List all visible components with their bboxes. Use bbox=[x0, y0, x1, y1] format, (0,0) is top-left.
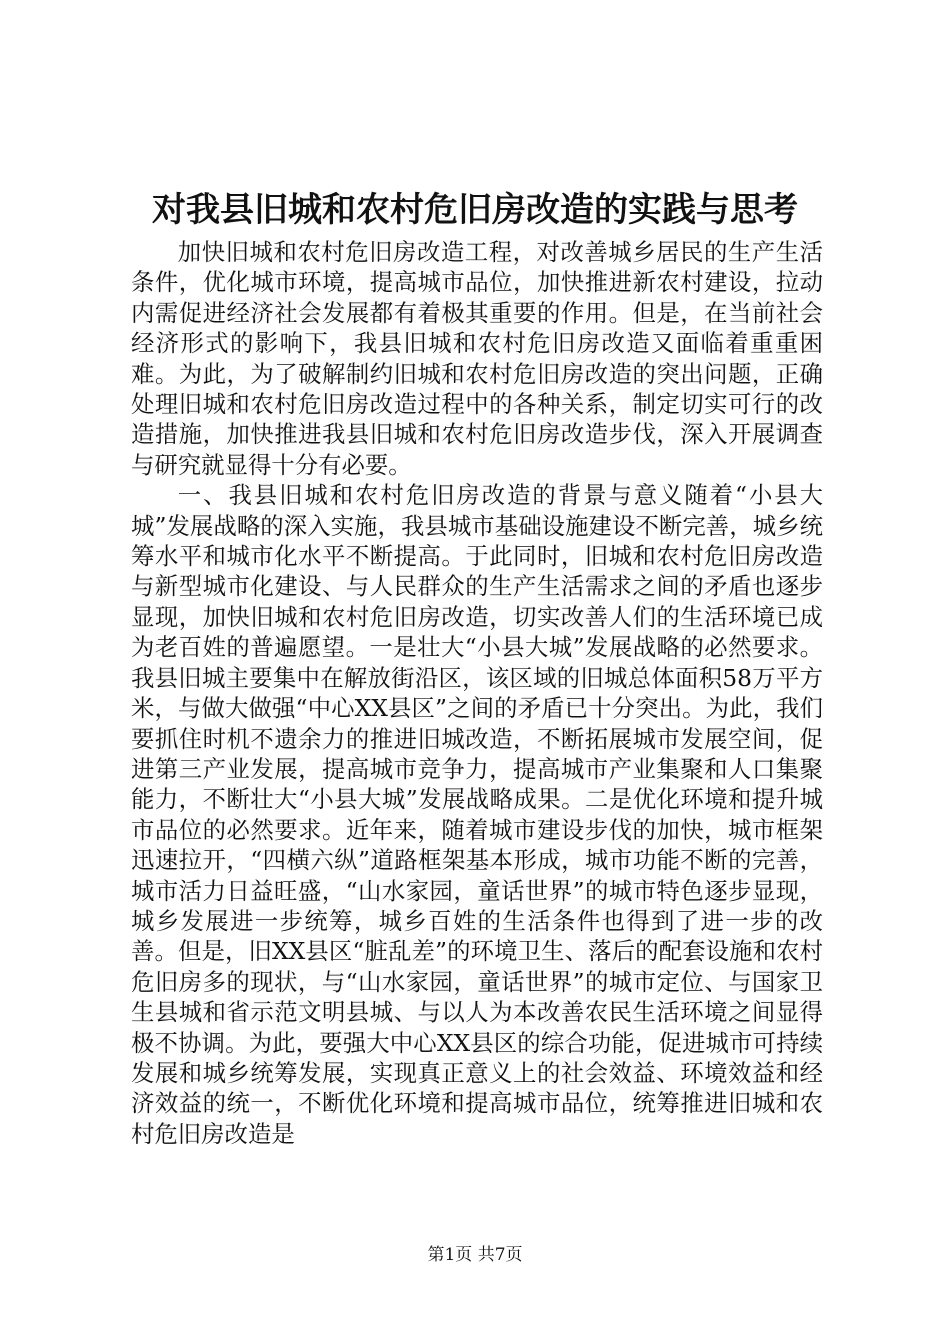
paragraph-intro: 加快旧城和农村危旧房改造工程，对改善城乡居民的生产生活条件，优化城市环境，提高城市品位，加快推进新农村建设，拉动内需促进经济社会发展都有着极其重要的作用。但是，在当前社会经济形式的影响下，我县旧城和农村危旧房改造又面临着重重困难。为此，为了破解制约旧城和农村危旧房改造的突出问题，正确处理旧城和农村危旧房改造过程中的各种关系，制定切实可行的改造措施，加快推进我县旧城和农村危旧房改造步伐，深入开展调查与研究就显得十分有必要。 bbox=[131, 238, 823, 479]
document-title: 对我县旧城和农村危旧房改造的实践与思考 bbox=[152, 190, 798, 230]
document-body bbox=[131, 237, 823, 1149]
paragraph-background: 一、我县旧城和农村危旧房改造的背景与意义随着“小县大城”发展战略的深入实施，我县城市基础设施建设不断完善，城乡统筹水平和城市化水平不断提高。于此同时，旧城和农村危旧房改造与新型城市化建设、与人民群众的生产生活需求之间的矛盾也逐步显现，加快旧城和农村危旧房改造，切实改善人们的生活环境已成为老百姓的普遍愿望。一是壮大“小县大城”发展战略的必然要求。我县旧城主要集中在解放街沿区，该区域的旧城总体面积58万平方米，与做大做强“中心XX县区”之间的矛盾已十分突出。为此，我们要抓住时机不遗余力的推进旧城改造，不断拓展城市发展空间，促进第三产业发展，提高城市竞争力，提高城市产业集聚和人口集聚能力，不断壮大“小县大城”发展战略成果。二是优化环境和提升城市品位的必然要求。近年来，随着城市建设步伐的加快，城市框架迅速拉开，“四横六纵”道路框架基本形成，城市功能不断的完善，城市活力日益旺盛，“山水家园，童话世界”的城市特色逐步显现，城乡发展进一步统筹，城乡百姓的生活条件也得到了进一步的改善。但是，旧XX县区“脏乱差”的环境卫生、落后的配套设施和农村危旧房多的现状，与“山水家园，童话世界”的城市定位、与国家卫生县城和省示范文明县城、与以人为本改善农民生活环境之间显得极不协调。为此，要强大中心XX县区的综合功能，促进城市可持续发展和城乡统筹发展，实现真正意义上的社会效益、环境效益和经济效益的统一，不断优化环境和提高城市品位，统筹推进旧城和农村危旧房改造是 bbox=[131, 481, 823, 1148]
page-number-footer: 第1页 共7页 bbox=[427, 1245, 523, 1265]
